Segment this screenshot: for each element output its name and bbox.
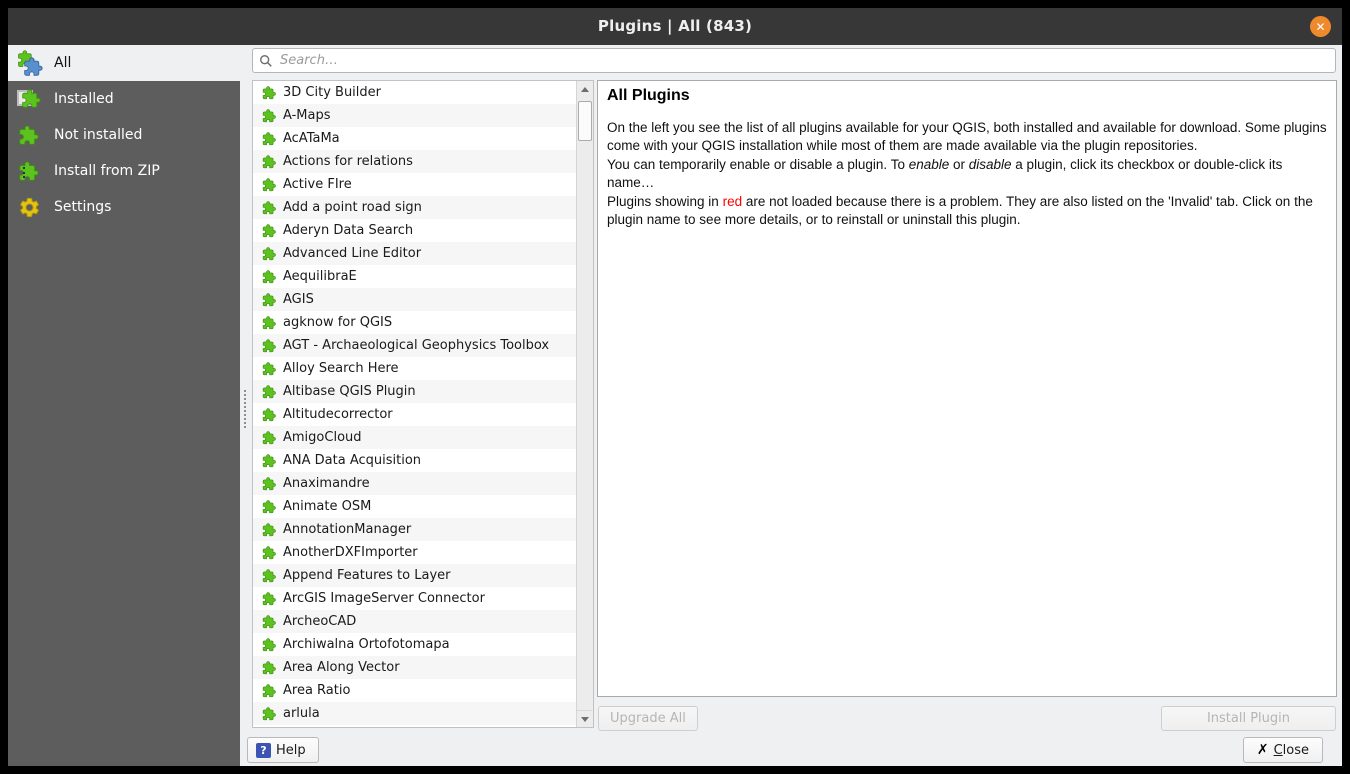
plugin-name: A-Maps bbox=[283, 108, 331, 123]
plugin-puzzle-icon bbox=[262, 546, 276, 560]
plugin-name: Animate OSM bbox=[283, 499, 372, 514]
close-button[interactable]: ✗ Close bbox=[1243, 737, 1323, 763]
plugin-puzzle-icon bbox=[262, 224, 276, 238]
search-bar bbox=[252, 48, 1336, 73]
plugin-list-item[interactable] bbox=[253, 702, 577, 725]
splitter-handle-icon bbox=[244, 390, 246, 428]
plugin-name: Altibase QGIS Plugin bbox=[283, 384, 416, 399]
window-close-icon[interactable]: ✕ bbox=[1310, 16, 1331, 37]
gear-icon bbox=[17, 194, 43, 220]
plugin-puzzle-icon bbox=[262, 132, 276, 146]
plugin-puzzle-icon bbox=[262, 155, 276, 169]
plugin-list-item[interactable] bbox=[253, 610, 577, 633]
plugin-list-item[interactable] bbox=[253, 380, 577, 403]
plugin-puzzle-icon bbox=[262, 615, 276, 629]
sidebar-item-not-installed[interactable] bbox=[8, 117, 240, 153]
plugin-name: arlula bbox=[283, 706, 320, 721]
plugin-puzzle-icon bbox=[262, 500, 276, 514]
plugin-list-item[interactable] bbox=[253, 334, 577, 357]
plugin-puzzle-icon bbox=[262, 316, 276, 330]
plugin-list-item[interactable] bbox=[253, 564, 577, 587]
plugin-puzzle-icon bbox=[262, 454, 276, 468]
scroll-up-icon[interactable] bbox=[577, 81, 592, 97]
search-input[interactable] bbox=[278, 50, 1335, 71]
plugin-name: Append Features to Layer bbox=[283, 568, 451, 583]
sidebar-item-label: All bbox=[54, 55, 72, 71]
scrollbar-thumb[interactable] bbox=[578, 101, 592, 141]
sidebar-item-label: Install from ZIP bbox=[54, 163, 160, 179]
plugin-name: Advanced Line Editor bbox=[283, 246, 422, 261]
plugin-list-item[interactable] bbox=[253, 656, 577, 679]
sidebar-splitter[interactable] bbox=[240, 45, 252, 766]
puzzle-installed-icon bbox=[17, 86, 43, 112]
plugin-list bbox=[252, 80, 594, 728]
details-paragraph-2: You can temporarily enable or disable a plugin. To enable or disable a plugin, click its checkbox or double-click its name… bbox=[607, 157, 1283, 190]
plugin-name: 3D City Builder bbox=[283, 85, 382, 100]
scroll-down-icon[interactable] bbox=[577, 710, 592, 727]
plugin-list-item[interactable] bbox=[253, 495, 577, 518]
plugin-list-item[interactable] bbox=[253, 288, 577, 311]
plugin-puzzle-icon bbox=[262, 523, 276, 537]
details-heading: All Plugins bbox=[607, 87, 690, 104]
plugin-puzzle-icon bbox=[262, 431, 276, 445]
sidebar-item-label: Not installed bbox=[54, 127, 143, 143]
plugin-list-item[interactable] bbox=[253, 81, 577, 104]
plugin-name: Anaximandre bbox=[283, 476, 370, 491]
plugin-puzzle-icon bbox=[262, 684, 276, 698]
close-x-icon: ✗ bbox=[1256, 742, 1269, 758]
sidebar-item-installed[interactable] bbox=[8, 81, 240, 117]
plugin-name: ArcheoCAD bbox=[283, 614, 357, 629]
plugin-list-item[interactable] bbox=[253, 357, 577, 380]
window-title: Plugins | All (843) bbox=[597, 17, 753, 35]
plugin-name: Aderyn Data Search bbox=[283, 223, 414, 238]
plugin-list-item[interactable] bbox=[253, 196, 577, 219]
plugin-puzzle-icon bbox=[262, 270, 276, 284]
details-paragraph-1: On the left you see the list of all plugins available for your QGIS, both installed and available for download. Some plugins come with your QGIS installation while most of them are made available via the plugin repositories. bbox=[607, 120, 1327, 153]
plugin-name: agknow for QGIS bbox=[283, 315, 393, 330]
plugin-name: AcATaMa bbox=[283, 131, 340, 146]
plugin-puzzle-icon bbox=[262, 477, 276, 491]
sidebar-item-label: Installed bbox=[54, 91, 114, 107]
install-plugin-button[interactable]: Install Plugin bbox=[1161, 706, 1336, 731]
plugin-list-item[interactable] bbox=[253, 679, 577, 702]
sidebar bbox=[8, 45, 240, 766]
titlebar[interactable] bbox=[8, 8, 1342, 45]
plugins-dialog bbox=[8, 8, 1342, 766]
plugin-name: ArcGIS ImageServer Connector bbox=[283, 591, 485, 606]
plugin-name: Area Ratio bbox=[283, 683, 351, 698]
puzzle-zip-icon bbox=[17, 158, 43, 184]
plugin-list-item[interactable] bbox=[253, 265, 577, 288]
puzzle-all-icon bbox=[17, 50, 43, 76]
plugin-name: Actions for relations bbox=[283, 154, 413, 169]
plugin-name: Altitudecorrector bbox=[283, 407, 393, 422]
plugin-name: Alloy Search Here bbox=[283, 361, 399, 376]
plugin-list-item[interactable] bbox=[253, 587, 577, 610]
plugin-puzzle-icon bbox=[262, 661, 276, 675]
sidebar-item-install-from-zip[interactable] bbox=[8, 153, 240, 189]
plugin-name: AnnotationManager bbox=[283, 522, 412, 537]
plugin-rows bbox=[253, 81, 577, 727]
plugin-list-item[interactable] bbox=[253, 173, 577, 196]
plugin-list-item[interactable] bbox=[253, 403, 577, 426]
plugin-puzzle-icon bbox=[262, 638, 276, 652]
plugin-list-item[interactable] bbox=[253, 127, 577, 150]
sidebar-item-all[interactable] bbox=[8, 45, 240, 81]
plugin-puzzle-icon bbox=[262, 247, 276, 261]
plugin-list-item[interactable] bbox=[253, 104, 577, 127]
help-icon: ? bbox=[256, 743, 271, 758]
plugin-name: Active FIre bbox=[283, 177, 352, 192]
plugin-list-item[interactable] bbox=[253, 518, 577, 541]
plugin-list-scrollbar[interactable] bbox=[576, 81, 593, 727]
plugin-puzzle-icon bbox=[262, 385, 276, 399]
plugin-puzzle-icon bbox=[262, 592, 276, 606]
help-button[interactable]: ? Help bbox=[247, 737, 319, 763]
plugin-puzzle-icon bbox=[262, 109, 276, 123]
plugin-list-item[interactable] bbox=[253, 242, 577, 265]
plugin-name: Area Along Vector bbox=[283, 660, 400, 675]
plugin-name: AmigoCloud bbox=[283, 430, 362, 445]
search-icon bbox=[259, 54, 273, 68]
plugin-puzzle-icon bbox=[262, 707, 276, 721]
plugin-name: AGIS bbox=[283, 292, 314, 307]
plugin-list-item[interactable] bbox=[253, 541, 577, 564]
plugin-puzzle-icon bbox=[262, 408, 276, 422]
upgrade-all-button[interactable]: Upgrade All bbox=[598, 706, 698, 731]
plugin-list-item[interactable] bbox=[253, 311, 577, 334]
plugin-puzzle-icon bbox=[262, 569, 276, 583]
plugin-puzzle-icon bbox=[262, 339, 276, 353]
plugin-puzzle-icon bbox=[262, 201, 276, 215]
sidebar-item-settings[interactable] bbox=[8, 189, 240, 225]
details-paragraph-3: Plugins showing in red are not loaded because there is a problem. They are also listed on the 'Invalid' tab. Click on the plugin name to see more details, or to reinstall or uninstall this plugin. bbox=[607, 194, 1313, 227]
plugin-list-item[interactable] bbox=[253, 219, 577, 242]
plugin-list-item[interactable] bbox=[253, 449, 577, 472]
plugin-list-item[interactable] bbox=[253, 633, 577, 656]
plugin-puzzle-icon bbox=[262, 178, 276, 192]
plugin-puzzle-icon bbox=[262, 362, 276, 376]
plugin-name: Archiwalna Ortofotomapa bbox=[283, 637, 450, 652]
sidebar-item-label: Settings bbox=[54, 199, 112, 215]
plugin-name: AequilibraE bbox=[283, 269, 357, 284]
plugin-details-panel bbox=[597, 80, 1337, 697]
plugin-name: AGT - Archaeological Geophysics Toolbox bbox=[283, 338, 550, 353]
plugin-puzzle-icon bbox=[262, 86, 276, 100]
plugin-list-item[interactable] bbox=[253, 150, 577, 173]
plugin-name: Add a point road sign bbox=[283, 200, 422, 215]
plugin-puzzle-icon bbox=[262, 293, 276, 307]
plugin-name: AnotherDXFImporter bbox=[283, 545, 418, 560]
plugin-list-item[interactable] bbox=[253, 426, 577, 449]
plugin-name: ANA Data Acquisition bbox=[283, 453, 422, 468]
plugin-list-item[interactable] bbox=[253, 472, 577, 495]
puzzle-not-installed-icon bbox=[17, 122, 43, 148]
